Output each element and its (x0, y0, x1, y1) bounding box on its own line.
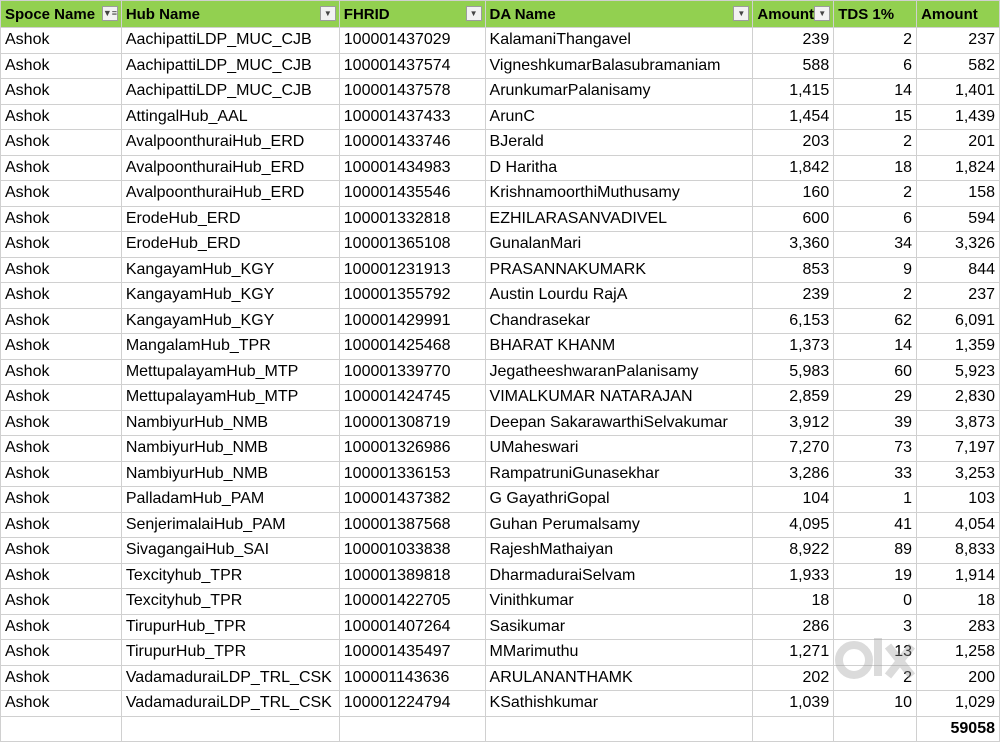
fhrid-cell[interactable]: 100001332818 (339, 206, 485, 232)
hub-name-cell[interactable]: KangayamHub_KGY (121, 257, 339, 283)
header-label: Amount (757, 5, 815, 23)
amount-cell[interactable]: 2,859 (753, 385, 834, 411)
fhrid-cell[interactable]: 100001308719 (339, 410, 485, 436)
amount-cell[interactable]: 1,454 (753, 104, 834, 130)
amount-cell[interactable]: 3,286 (753, 461, 834, 487)
table-row (1, 104, 1000, 130)
amount-cell[interactable]: 239 (753, 283, 834, 309)
net-amount-cell[interactable]: 200 (917, 665, 1000, 691)
filter-active-icon[interactable]: ▼≡ (102, 6, 118, 21)
table-body (1, 28, 1000, 742)
da-name-cell[interactable]: VIMALKUMAR NATARAJAN (485, 385, 753, 411)
table-row (1, 665, 1000, 691)
da-name-cell[interactable]: RajeshMathaiyan (485, 538, 753, 564)
net-amount-cell[interactable]: 201 (917, 130, 1000, 156)
table-row (1, 436, 1000, 462)
amount-cell[interactable]: 3,360 (753, 232, 834, 258)
fhrid-cell[interactable]: 100001437029 (339, 28, 485, 54)
amount-cell[interactable]: 1,271 (753, 640, 834, 666)
da-name-cell[interactable]: ArunkumarPalanisamy (485, 79, 753, 105)
header-label: FHRID (343, 5, 390, 23)
header-amount[interactable] (753, 1, 834, 28)
tds-cell[interactable]: 9 (834, 257, 917, 283)
table-row (1, 614, 1000, 640)
fhrid-cell[interactable]: 100001435546 (339, 181, 485, 207)
dropdown-arrow-icon[interactable]: ▼ (320, 6, 336, 21)
net-amount-cell[interactable]: 1,439 (917, 104, 1000, 130)
hub-name-cell[interactable]: AachipattiLDP_MUC_CJB (121, 79, 339, 105)
tds-cell[interactable]: 18 (834, 155, 917, 181)
net-amount-cell[interactable]: 6,091 (917, 308, 1000, 334)
da-name-cell[interactable]: ARULANANTHAMK (485, 665, 753, 691)
amount-cell[interactable]: 104 (753, 487, 834, 513)
header-label: TDS 1% (838, 5, 895, 23)
hub-name-cell[interactable]: MangalamHub_TPR (121, 334, 339, 360)
spoce-name-cell[interactable]: Ashok (1, 563, 122, 589)
spoce-name-cell[interactable]: Ashok (1, 436, 122, 462)
tds-cell[interactable]: 34 (834, 232, 917, 258)
tds-cell[interactable]: 89 (834, 538, 917, 564)
da-name-cell[interactable]: BHARAT KHANM (485, 334, 753, 360)
da-name-cell[interactable]: Sasikumar (485, 614, 753, 640)
spoce-name-cell[interactable]: Ashok (1, 232, 122, 258)
da-name-cell[interactable]: PRASANNAKUMARK (485, 257, 753, 283)
empty-cell[interactable] (121, 716, 339, 742)
net-amount-cell[interactable]: 844 (917, 257, 1000, 283)
amount-cell[interactable]: 160 (753, 181, 834, 207)
fhrid-cell[interactable]: 100001407264 (339, 614, 485, 640)
table-row (1, 640, 1000, 666)
da-name-cell[interactable]: KSathishkumar (485, 691, 753, 717)
spoce-name-cell[interactable]: Ashok (1, 461, 122, 487)
spoce-name-cell[interactable]: Ashok (1, 130, 122, 156)
hub-name-cell[interactable]: VadamaduraiLDP_TRL_CSK (121, 691, 339, 717)
header-net-amount[interactable] (917, 1, 1000, 28)
net-amount-cell[interactable]: 5,923 (917, 359, 1000, 385)
fhrid-cell[interactable]: 100001429991 (339, 308, 485, 334)
tds-cell[interactable]: 2 (834, 665, 917, 691)
hub-name-cell[interactable]: NambiyurHub_NMB (121, 461, 339, 487)
spoce-name-cell[interactable]: Ashok (1, 487, 122, 513)
da-name-cell[interactable]: D Haritha (485, 155, 753, 181)
spoce-name-cell[interactable]: Ashok (1, 257, 122, 283)
amount-cell[interactable]: 286 (753, 614, 834, 640)
spoce-name-cell[interactable]: Ashok (1, 155, 122, 181)
net-amount-cell[interactable]: 8,833 (917, 538, 1000, 564)
spoce-name-cell[interactable]: Ashok (1, 334, 122, 360)
fhrid-cell[interactable]: 100001387568 (339, 512, 485, 538)
table-row (1, 308, 1000, 334)
tds-cell[interactable]: 2 (834, 130, 917, 156)
spoce-name-cell[interactable]: Ashok (1, 665, 122, 691)
fhrid-cell[interactable]: 100001435497 (339, 640, 485, 666)
table-row (1, 563, 1000, 589)
fhrid-cell[interactable]: 100001425468 (339, 334, 485, 360)
tds-cell[interactable]: 3 (834, 614, 917, 640)
header-hub-name[interactable] (121, 1, 339, 28)
tds-cell[interactable]: 60 (834, 359, 917, 385)
da-name-cell[interactable]: Deepan SakarawarthiSelvakumar (485, 410, 753, 436)
fhrid-cell[interactable]: 100001224794 (339, 691, 485, 717)
hub-name-cell[interactable]: NambiyurHub_NMB (121, 436, 339, 462)
table-row (1, 232, 1000, 258)
tds-cell[interactable]: 6 (834, 206, 917, 232)
fhrid-cell[interactable]: 100001437382 (339, 487, 485, 513)
amount-cell[interactable]: 4,095 (753, 512, 834, 538)
net-amount-cell[interactable]: 2,830 (917, 385, 1000, 411)
da-name-cell[interactable]: BJerald (485, 130, 753, 156)
amount-cell[interactable]: 1,373 (753, 334, 834, 360)
da-name-cell[interactable]: DharmaduraiSelvam (485, 563, 753, 589)
amount-cell[interactable]: 239 (753, 28, 834, 54)
net-amount-cell[interactable]: 594 (917, 206, 1000, 232)
da-name-cell[interactable]: GunalanMari (485, 232, 753, 258)
table-row (1, 257, 1000, 283)
header-da-name[interactable] (485, 1, 753, 28)
fhrid-cell[interactable]: 100001422705 (339, 589, 485, 615)
dropdown-arrow-icon[interactable]: ▼ (466, 6, 482, 21)
hub-name-cell[interactable]: MettupalayamHub_MTP (121, 359, 339, 385)
fhrid-cell[interactable]: 100001231913 (339, 257, 485, 283)
empty-cell[interactable] (753, 716, 834, 742)
hub-name-cell[interactable]: VadamaduraiLDP_TRL_CSK (121, 665, 339, 691)
hub-name-cell[interactable]: ErodeHub_ERD (121, 206, 339, 232)
tds-cell[interactable]: 10 (834, 691, 917, 717)
da-name-cell[interactable]: KrishnamoorthiMuthusamy (485, 181, 753, 207)
hub-name-cell[interactable]: KangayamHub_KGY (121, 283, 339, 309)
hub-name-cell[interactable]: AvalpoonthuraiHub_ERD (121, 155, 339, 181)
table-row (1, 589, 1000, 615)
table-row (1, 334, 1000, 360)
fhrid-cell[interactable]: 100001326986 (339, 436, 485, 462)
da-name-cell[interactable]: Austin Lourdu RajA (485, 283, 753, 309)
hub-name-cell[interactable]: AvalpoonthuraiHub_ERD (121, 181, 339, 207)
net-amount-cell[interactable]: 1,029 (917, 691, 1000, 717)
amount-cell[interactable]: 202 (753, 665, 834, 691)
total-row (1, 716, 1000, 742)
tds-cell[interactable]: 2 (834, 283, 917, 309)
spoce-name-cell[interactable]: Ashok (1, 53, 122, 79)
header-label: Hub Name (125, 5, 200, 23)
header-row (1, 1, 1000, 28)
table-row (1, 385, 1000, 411)
amount-cell[interactable]: 600 (753, 206, 834, 232)
table-row (1, 487, 1000, 513)
net-amount-cell[interactable]: 582 (917, 53, 1000, 79)
amount-cell[interactable]: 1,039 (753, 691, 834, 717)
header-label: Amount (921, 5, 978, 23)
hub-name-cell[interactable]: AttingalHub_AAL (121, 104, 339, 130)
fhrid-cell[interactable]: 100001437433 (339, 104, 485, 130)
net-amount-cell[interactable]: 18 (917, 589, 1000, 615)
net-amount-cell[interactable]: 237 (917, 28, 1000, 54)
spoce-name-cell[interactable]: Ashok (1, 640, 122, 666)
hub-name-cell[interactable]: SivagangaiHub_SAI (121, 538, 339, 564)
tds-cell[interactable]: 13 (834, 640, 917, 666)
fhrid-cell[interactable]: 100001355792 (339, 283, 485, 309)
hub-name-cell[interactable]: AachipattiLDP_MUC_CJB (121, 53, 339, 79)
tds-cell[interactable]: 0 (834, 589, 917, 615)
table-row (1, 155, 1000, 181)
hub-name-cell[interactable]: SenjerimalaiHub_PAM (121, 512, 339, 538)
fhrid-cell[interactable]: 100001365108 (339, 232, 485, 258)
tds-cell[interactable]: 73 (834, 436, 917, 462)
hub-name-cell[interactable]: AachipattiLDP_MUC_CJB (121, 28, 339, 54)
hub-name-cell[interactable]: NambiyurHub_NMB (121, 410, 339, 436)
table-row (1, 206, 1000, 232)
tds-cell[interactable]: 41 (834, 512, 917, 538)
net-amount-cell[interactable]: 158 (917, 181, 1000, 207)
amount-cell[interactable]: 1,933 (753, 563, 834, 589)
empty-cell[interactable] (834, 716, 917, 742)
spoce-name-cell[interactable]: Ashok (1, 28, 122, 54)
table-row (1, 79, 1000, 105)
spoce-name-cell[interactable]: Ashok (1, 359, 122, 385)
fhrid-cell[interactable]: 100001437574 (339, 53, 485, 79)
da-name-cell[interactable]: JegatheeshwaranPalanisamy (485, 359, 753, 385)
spoce-name-cell[interactable]: Ashok (1, 308, 122, 334)
net-amount-cell[interactable]: 7,197 (917, 436, 1000, 462)
header-label: DA Name (489, 5, 556, 23)
fhrid-cell[interactable]: 100001389818 (339, 563, 485, 589)
spoce-name-cell[interactable]: Ashok (1, 410, 122, 436)
fhrid-cell[interactable]: 100001434983 (339, 155, 485, 181)
hub-name-cell[interactable]: Texcityhub_TPR (121, 563, 339, 589)
net-amount-cell[interactable]: 1,824 (917, 155, 1000, 181)
grand-total-cell[interactable]: 59058 (917, 716, 1000, 742)
net-amount-cell[interactable]: 1,359 (917, 334, 1000, 360)
table-row (1, 691, 1000, 717)
tds-cell[interactable]: 33 (834, 461, 917, 487)
hub-name-cell[interactable]: ErodeHub_ERD (121, 232, 339, 258)
net-amount-cell[interactable]: 4,054 (917, 512, 1000, 538)
header-fhrid[interactable] (339, 1, 485, 28)
table-row (1, 538, 1000, 564)
tds-cell[interactable]: 14 (834, 334, 917, 360)
net-amount-cell[interactable]: 3,326 (917, 232, 1000, 258)
header-label: Spoce Name (5, 5, 96, 23)
empty-cell[interactable] (1, 716, 122, 742)
table-row (1, 28, 1000, 54)
tds-cell[interactable]: 39 (834, 410, 917, 436)
amount-cell[interactable]: 5,983 (753, 359, 834, 385)
da-name-cell[interactable]: ArunC (485, 104, 753, 130)
net-amount-cell[interactable]: 237 (917, 283, 1000, 309)
spoce-name-cell[interactable]: Ashok (1, 614, 122, 640)
net-amount-cell[interactable]: 1,258 (917, 640, 1000, 666)
da-name-cell[interactable]: G GayathriGopal (485, 487, 753, 513)
amount-cell[interactable]: 1,415 (753, 79, 834, 105)
fhrid-cell[interactable]: 100001433746 (339, 130, 485, 156)
hub-name-cell[interactable]: AvalpoonthuraiHub_ERD (121, 130, 339, 156)
tds-cell[interactable]: 2 (834, 181, 917, 207)
da-name-cell[interactable]: EZHILARASANVADIVEL (485, 206, 753, 232)
header-spoce-name[interactable] (1, 1, 122, 28)
table-row (1, 461, 1000, 487)
table-row (1, 283, 1000, 309)
table-row (1, 410, 1000, 436)
spoce-name-cell[interactable]: Ashok (1, 589, 122, 615)
net-amount-cell[interactable]: 283 (917, 614, 1000, 640)
tds-cell[interactable]: 15 (834, 104, 917, 130)
amount-cell[interactable]: 853 (753, 257, 834, 283)
fhrid-cell[interactable]: 100001033838 (339, 538, 485, 564)
table-row (1, 359, 1000, 385)
tds-cell[interactable]: 6 (834, 53, 917, 79)
tds-cell[interactable]: 19 (834, 563, 917, 589)
da-name-cell[interactable]: UMaheswari (485, 436, 753, 462)
amount-cell[interactable]: 203 (753, 130, 834, 156)
amount-cell[interactable]: 588 (753, 53, 834, 79)
hub-name-cell[interactable]: KangayamHub_KGY (121, 308, 339, 334)
net-amount-cell[interactable]: 103 (917, 487, 1000, 513)
spoce-name-cell[interactable]: Ashok (1, 104, 122, 130)
tds-cell[interactable]: 29 (834, 385, 917, 411)
empty-cell[interactable] (485, 716, 753, 742)
hub-name-cell[interactable]: TirupurHub_TPR (121, 640, 339, 666)
spoce-name-cell[interactable]: Ashok (1, 206, 122, 232)
table-row (1, 181, 1000, 207)
table-row (1, 512, 1000, 538)
spoce-name-cell[interactable]: Ashok (1, 283, 122, 309)
tds-cell[interactable]: 14 (834, 79, 917, 105)
table-row (1, 130, 1000, 156)
table-row (1, 53, 1000, 79)
da-name-cell[interactable]: MMarimuthu (485, 640, 753, 666)
spoce-name-cell[interactable]: Ashok (1, 691, 122, 717)
da-name-cell[interactable]: VigneshkumarBalasubramaniam (485, 53, 753, 79)
net-amount-cell[interactable]: 3,253 (917, 461, 1000, 487)
tds-cell[interactable]: 62 (834, 308, 917, 334)
spoce-name-cell[interactable]: Ashok (1, 385, 122, 411)
net-amount-cell[interactable]: 3,873 (917, 410, 1000, 436)
hub-name-cell[interactable]: MettupalayamHub_MTP (121, 385, 339, 411)
tds-cell[interactable]: 2 (834, 28, 917, 54)
dropdown-arrow-icon[interactable]: ▼ (814, 6, 830, 21)
fhrid-cell[interactable]: 100001336153 (339, 461, 485, 487)
amount-cell[interactable]: 1,842 (753, 155, 834, 181)
amount-cell[interactable]: 6,153 (753, 308, 834, 334)
tds-cell[interactable]: 1 (834, 487, 917, 513)
net-amount-cell[interactable]: 1,401 (917, 79, 1000, 105)
dropdown-arrow-icon[interactable]: ▼ (733, 6, 749, 21)
amount-cell[interactable]: 8,922 (753, 538, 834, 564)
amount-cell[interactable]: 7,270 (753, 436, 834, 462)
da-name-cell[interactable]: Chandrasekar (485, 308, 753, 334)
da-name-cell[interactable]: Guhan Perumalsamy (485, 512, 753, 538)
fhrid-cell[interactable]: 100001424745 (339, 385, 485, 411)
spoce-name-cell[interactable]: Ashok (1, 512, 122, 538)
da-name-cell[interactable]: RampatruniGunasekhar (485, 461, 753, 487)
net-amount-cell[interactable]: 1,914 (917, 563, 1000, 589)
amount-cell[interactable]: 3,912 (753, 410, 834, 436)
hub-name-cell[interactable]: TirupurHub_TPR (121, 614, 339, 640)
da-name-cell[interactable]: Vinithkumar (485, 589, 753, 615)
header-tds[interactable] (834, 1, 917, 28)
amount-cell[interactable]: 18 (753, 589, 834, 615)
fhrid-cell[interactable]: 100001339770 (339, 359, 485, 385)
spoce-name-cell[interactable]: Ashok (1, 181, 122, 207)
fhrid-cell[interactable]: 100001143636 (339, 665, 485, 691)
hub-name-cell[interactable]: PalladamHub_PAM (121, 487, 339, 513)
spoce-name-cell[interactable]: Ashok (1, 538, 122, 564)
fhrid-cell[interactable]: 100001437578 (339, 79, 485, 105)
spoce-name-cell[interactable]: Ashok (1, 79, 122, 105)
da-name-cell[interactable]: KalamaniThangavel (485, 28, 753, 54)
empty-cell[interactable] (339, 716, 485, 742)
hub-name-cell[interactable]: Texcityhub_TPR (121, 589, 339, 615)
